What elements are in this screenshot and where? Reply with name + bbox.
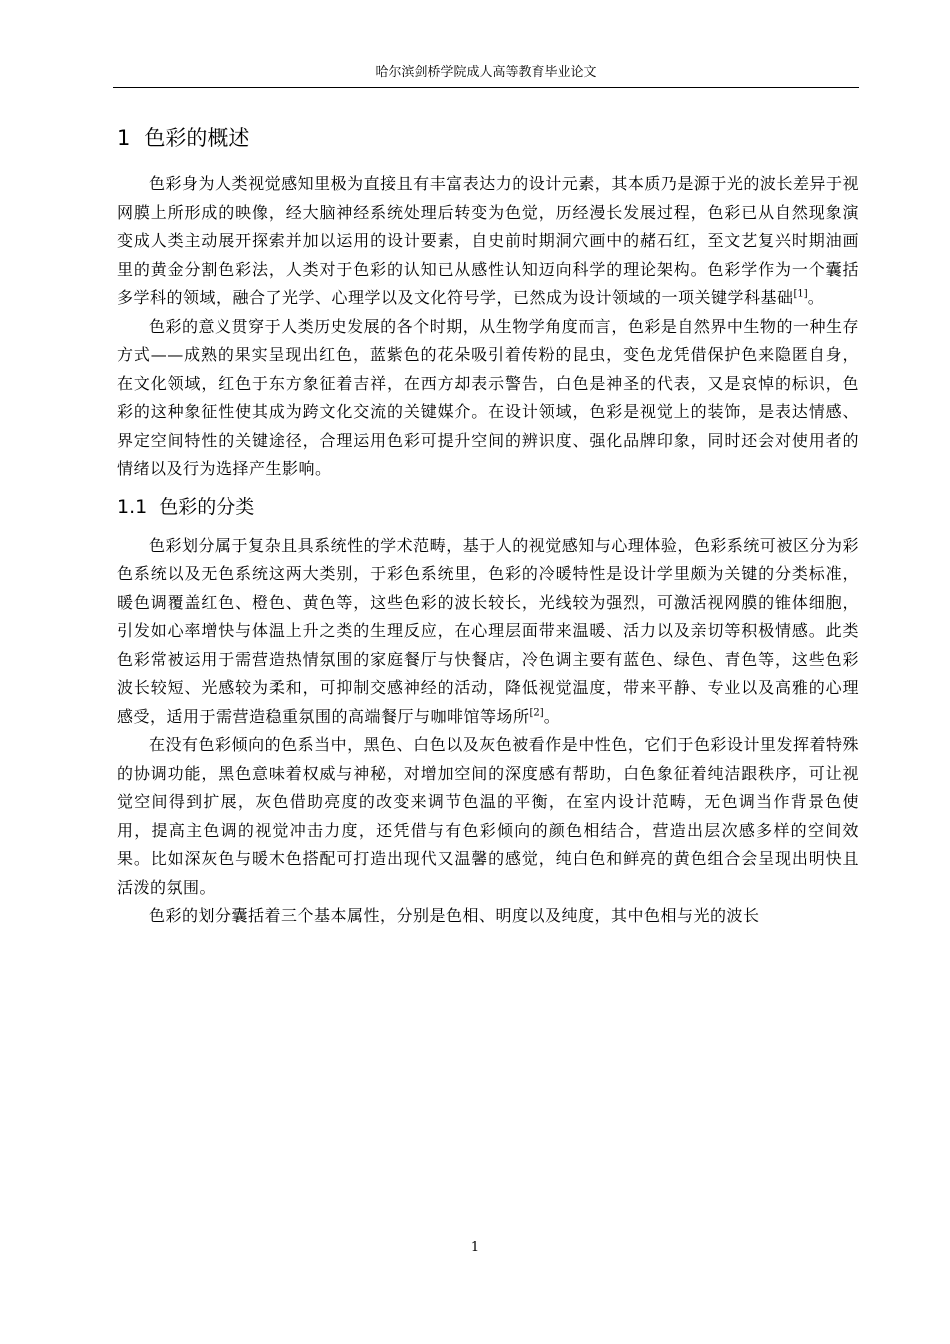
paragraph xyxy=(117,532,859,732)
paragraph-text: 色彩身为人类视觉感知里极为直接且有丰富表达力的设计元素，其本质乃是源于光的波长差异于视网膜上所形成的映像，经大脑神经系统处理后转变为色觉，历经漫长发展过程，色彩已从自然现象演变成人类主动展开探索并加以运用的设计要素，自史前时期洞穴画中的赭石红，至文艺复兴时期油画里的黄金分割色彩法，人类对于色彩的认知已从感性认知迈向科学的理论架构。色彩学作为一个囊括多学科的领域，融合了光学、心理学以及文化符号学，已然成为设计领域的一项关键学科基础 xyxy=(117,174,859,307)
paragraph-text: 色彩的意义贯穿于人类历史发展的各个时期，从生物学角度而言，色彩是自然界中生物的一种生存方式——成熟的果实呈现出红色，蓝紫色的花朵吸引着传粉的昆虫，变色龙凭借保护色来隐匿自身，在文化领域，红色于东方象征着吉祥，在西方却表示警告，白色是神圣的代表，又是哀悼的标识，色彩的这种象征性使其成为跨文化交流的关键媒介。在设计领域，色彩是视觉上的装饰，是表达情感、界定空间特性的关键途径，合理运用色彩可提升空间的辨识度、强化品牌印象，同时还会对使用者的情绪以及行为选择产生影响。 xyxy=(117,316,859,478)
subsection-number: 1.1 xyxy=(117,495,148,518)
paragraph xyxy=(117,170,859,313)
paragraph xyxy=(117,313,859,484)
paragraph-tail: 。 xyxy=(543,706,561,726)
running-header: 哈尔滨剑桥学院成人高等教育毕业论文 xyxy=(375,65,597,80)
citation-marker: [2] xyxy=(529,707,544,719)
subsection-heading xyxy=(117,490,859,524)
section-title-text: 色彩的概述 xyxy=(144,126,250,150)
page-number: 1 xyxy=(470,1240,480,1255)
section-number: 1 xyxy=(117,126,131,150)
paragraph-text: 色彩的划分囊括着三个基本属性，分别是色相、明度以及纯度，其中色相与光的波长 xyxy=(149,906,760,925)
section-heading xyxy=(117,120,859,156)
paragraph xyxy=(117,731,859,902)
document-body xyxy=(117,120,859,931)
paragraph-text: 色彩划分属于复杂且具系统性的学术范畴，基于人的视觉感知与心理体验，色彩系统可被区分为彩色系统以及无色系统这两大类别，于彩色系统里，色彩的冷暖特性是设计学里颇为关键的分类标准，暖色调覆盖红色、橙色、黄色等，这些色彩的波长较长，光线较为强烈，可激活视网膜的锥体细胞，引发如心率增快与体温上升之类的生理反应，在心理层面带来温暖、活力以及亲切等积极情感。此类色彩常被运用于需营造热情氛围的家庭餐厅与快餐店，冷色调主要有蓝色、绿色、青色等，这些色彩波长较短、光感较为柔和，可抑制交感神经的活动，降低视觉温度，带来平静、专业以及高雅的心理感受，适用于需营造稳重氛围的高端餐厅与咖啡馆等场所 xyxy=(117,535,859,726)
citation-marker: [1] xyxy=(793,288,808,300)
paragraph-text: 在没有色彩倾向的色系当中，黑色、白色以及灰色被看作是中性色，它们于色彩设计里发挥着特殊的协调功能，黑色意味着权威与神秘，对增加空间的深度感有帮助，白色象征着纯洁跟秩序，可让视觉空间得到扩展，灰色借助亮度的改变来调节色温的平衡，在室内设计范畴，无色调当作背景色使用，提高主色调的视觉冲击力度，还凭借与有色彩倾向的颜色相结合，营造出层次感多样的空间效果。比如深灰色与暖木色搭配可打造出现代又温馨的感觉，纯白色和鲜亮的黄色组合会呈现出明快且活泼的氛围。 xyxy=(117,735,859,897)
subsection-title-text: 色彩的分类 xyxy=(159,495,255,518)
paragraph xyxy=(117,902,859,931)
header-divider xyxy=(113,87,859,88)
paragraph-tail: 。 xyxy=(807,288,825,307)
